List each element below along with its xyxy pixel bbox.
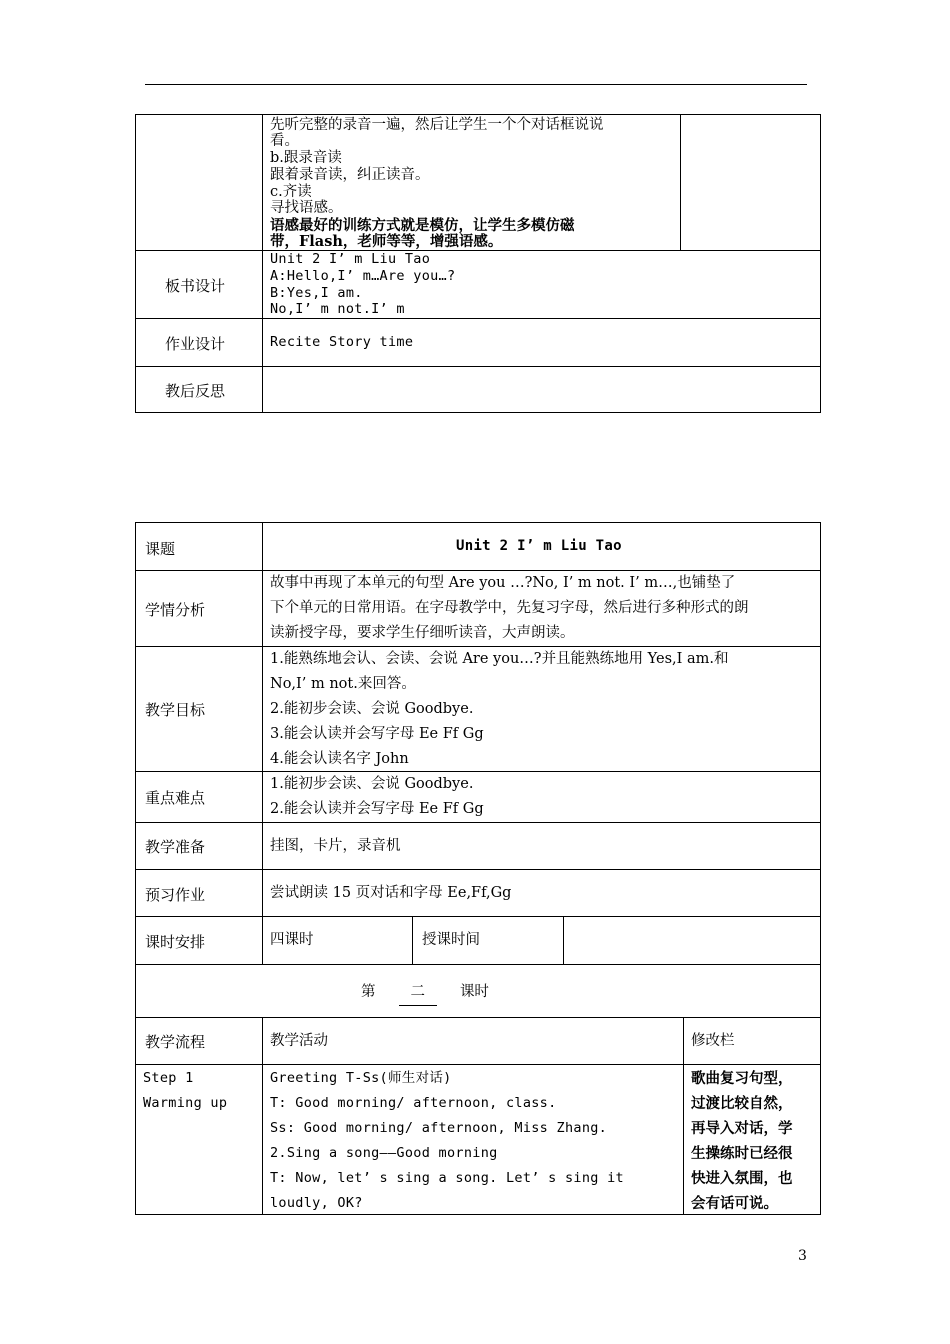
activity-line: 寻找语感。 — [270, 200, 343, 216]
goal-line: 1.能熟练地会认、会读、会说 Are you…?并且能熟练地用 Yes,I am.和 — [270, 651, 729, 667]
revise-note-line: 快进入氛围，也 — [691, 1170, 793, 1187]
lesson-number — [361, 980, 489, 1006]
analysis-label: 学情分析 — [145, 601, 206, 619]
activity-line: 看。 — [270, 133, 299, 149]
preview-label: 预习作业 — [145, 886, 206, 904]
revise-note-line: 歌曲复习句型， — [691, 1070, 793, 1087]
activity-line-bold: 语感最好的训练方式就是模仿，让学生多模仿磁 — [270, 217, 575, 234]
key-point-line: 2.能会认读并会写字母 Ee Ff Gg — [270, 801, 484, 817]
activity-step-line: T: Good morning/ afternoon, class. — [270, 1095, 557, 1111]
activity-step-line: loudly, OK? — [270, 1195, 363, 1211]
homework-label: 作业设计 — [165, 335, 226, 353]
board-line: A:Hello,I’ m…Are you…? — [270, 268, 456, 284]
activity-line: c.齐读 — [270, 184, 312, 200]
revise-note-line: 会有话可说。 — [691, 1195, 778, 1212]
flow-label: 教学流程 — [145, 1033, 206, 1051]
analysis-line: 下个单元的日常用语。在字母教学中，先复习字母，然后进行多种形式的朗 — [270, 600, 749, 616]
revise-note-line: 再导入对话，学 — [691, 1120, 793, 1137]
activity-line: 先听完整的录音一遍，然后让学生一个个对话框说说 — [270, 117, 604, 133]
goal-line: No,I’ m not.来回答。 — [270, 676, 416, 692]
activity-line: 跟着录音读，纠正读音。 — [270, 167, 430, 183]
revise-note-line: 生操练时已经很 — [691, 1145, 793, 1162]
preparation-value: 挂图，卡片，录音机 — [270, 838, 401, 854]
revise-note-line: 过渡比较自然， — [691, 1095, 793, 1112]
board-line: B:Yes,I am. — [270, 285, 363, 301]
step-line: Step 1 — [143, 1070, 194, 1086]
analysis-line: 故事中再现了本单元的句型 Are you …?No, I’ m not. I’ m…,也铺垫了 — [270, 575, 736, 591]
schedule-label: 课时安排 — [145, 933, 206, 951]
step-line: Warming up — [143, 1095, 228, 1111]
topic-value: Unit 2 I’ m Liu Tao — [456, 538, 622, 554]
goal-label: 教学目标 — [145, 701, 206, 719]
board-line: Unit 2 I’ m Liu Tao — [270, 251, 431, 267]
key-points-label: 重点难点 — [145, 789, 206, 807]
activity-label: 教学活动 — [270, 1033, 328, 1049]
reflection-label: 教后反思 — [165, 382, 226, 400]
preparation-label: 教学准备 — [145, 838, 206, 856]
schedule-value: 四课时 — [270, 932, 314, 948]
topic-label: 课题 — [145, 540, 176, 558]
activity-line-bold: 带，Flash，老师等等，增强语感。 — [270, 233, 503, 250]
lesson-suffix: 课时 — [459, 984, 489, 1000]
page-number: 3 — [798, 1248, 807, 1264]
lesson-num: 二 — [399, 980, 437, 1006]
activity-step-line: 2.Sing a song——Good morning — [270, 1145, 498, 1161]
revise-label: 修改栏 — [691, 1033, 735, 1049]
preview-value: 尝试朗读 15 页对话和字母 Ee,Ff,Gg — [270, 885, 512, 901]
goal-line: 2.能初步会读、会说 Goodbye. — [270, 701, 474, 717]
activity-step-line: Ss: Good morning/ afternoon, Miss Zhang. — [270, 1120, 608, 1136]
analysis-line: 读新授字母，要求学生仔细听读音，大声朗读。 — [270, 625, 575, 641]
header-rule — [145, 84, 807, 85]
goal-line: 4.能会认读名字 John — [270, 751, 409, 767]
time-label: 授课时间 — [422, 932, 480, 948]
homework-value: Recite Story time — [270, 334, 414, 350]
activity-step-line: T: Now, let’ s sing a song. Let’ s sing it — [270, 1170, 624, 1186]
activity-line: b.跟录音读 — [270, 150, 342, 166]
activity-step-line: Greeting T-Ss(师生对话) — [270, 1070, 452, 1086]
lesson-prefix: 第 — [361, 984, 376, 1000]
board-design-label: 板书设计 — [165, 277, 226, 295]
goal-line: 3.能会认读并会写字母 Ee Ff Gg — [270, 726, 484, 742]
key-point-line: 1.能初步会读、会说 Goodbye. — [270, 776, 474, 792]
board-line: No,I’ m not.I’ m — [270, 301, 405, 317]
